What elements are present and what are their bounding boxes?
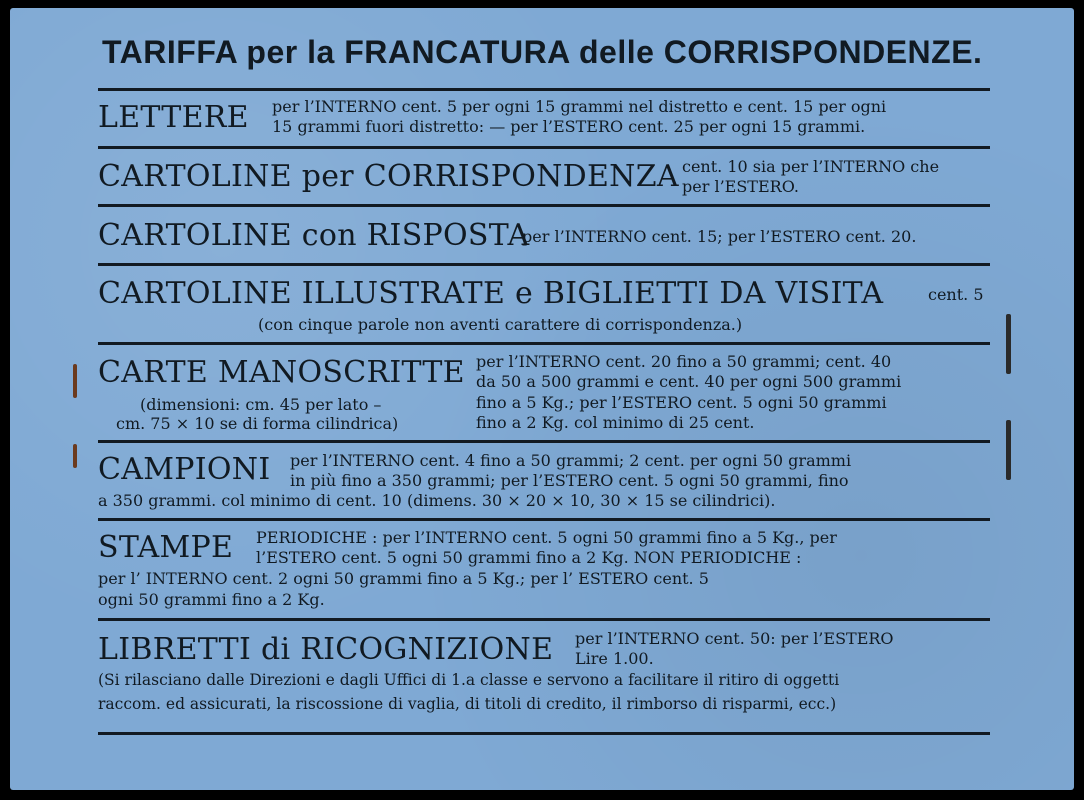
stampe-line-4: ogni 50 grammi fino a 2 Kg. — [98, 590, 325, 609]
carte-man-line-1: per l’INTERNO cent. 20 fino a 50 grammi; cent. 40 — [476, 352, 892, 371]
staple-slot-lower — [1006, 420, 1011, 480]
heading-cartoline-corrispondenza: CARTOLINE per CORRISPONDENZA — [98, 159, 679, 194]
heading-cartoline-risposta: CARTOLINE con RISPOSTA — [98, 218, 530, 253]
libretti-line-2: Lire 1.00. — [575, 649, 654, 668]
page-title: TARIFFA per la FRANCATURA delle CORRISPONDENZE. — [102, 34, 983, 70]
cartoline-ill-note: (con cinque parole non aventi carattere di corrispondenza.) — [258, 315, 743, 334]
heading-cartoline-illustrate: CARTOLINE ILLUSTRATE e BIGLIETTI DA VISITA — [98, 276, 884, 311]
divider-4 — [98, 342, 990, 345]
libretti-note-2: raccom. ed assicurati, la riscossione di vaglia, di titoli di credito, il rimborso di risparmi, ecc.) — [98, 695, 837, 713]
campioni-line-2: in più fino a 350 grammi; per l’ESTERO cent. 5 ogni 50 grammi, fino — [290, 471, 849, 490]
libretti-line-1: per l’INTERNO cent. 50: per l’ESTERO — [575, 629, 894, 648]
libretti-note-1: (Si rilasciano dalle Direzioni e dagli Uffici di 1.a classe e servono a facilitare il ritiro di oggetti — [98, 671, 840, 689]
cartoline-corr-line-1: cent. 10 sia per l’INTERNO che — [682, 157, 940, 176]
heading-libretti: LIBRETTI di RICOGNIZIONE — [98, 632, 554, 667]
cartoline-ill-price: cent. 5 — [928, 285, 984, 304]
staple-rust-mark — [73, 364, 77, 398]
heading-campioni: CAMPIONI — [98, 452, 271, 487]
heading-stampe: STAMPE — [98, 530, 234, 565]
stampe-line-2: l’ESTERO cent. 5 ogni 50 grammi fino a 2 Kg. NON PERIODICHE : — [256, 548, 802, 567]
staple-rust-mark-lower — [73, 444, 77, 468]
campioni-line-3: a 350 grammi. col minimo di cent. 10 (dimens. 30 × 20 × 10, 30 × 15 se cilindrici). — [98, 491, 776, 510]
divider-5 — [98, 440, 990, 443]
lettere-line-1: per l’INTERNO cent. 5 per ogni 15 grammi nel distretto e cent. 15 per ogni — [272, 97, 887, 116]
carte-man-sub-2: cm. 75 × 10 se di forma cilindrica) — [116, 414, 399, 433]
heading-lettere: LETTERE — [98, 100, 249, 135]
divider-1 — [98, 146, 990, 149]
campioni-line-1: per l’INTERNO cent. 4 fino a 50 grammi; 2 cent. per ogni 50 grammi — [290, 451, 852, 470]
divider-7 — [98, 618, 990, 621]
carte-man-line-2: da 50 a 500 grammi e cent. 40 per ogni 500 grammi — [476, 372, 902, 391]
staple-slot-upper — [1006, 314, 1011, 374]
divider-6 — [98, 518, 990, 521]
divider-2 — [98, 204, 990, 207]
divider-bottom — [98, 732, 990, 735]
booklet-cover — [10, 8, 1074, 790]
cartoline-corr-line-2: per l’ESTERO. — [682, 177, 799, 196]
carte-man-line-4: fino a 2 Kg. col minimo di 25 cent. — [476, 413, 755, 432]
carte-man-sub-1: (dimensioni: cm. 45 per lato – — [140, 395, 382, 414]
heading-carte-manoscritte: CARTE MANOSCRITTE — [98, 355, 465, 390]
cartoline-risp-line-1: per l’INTERNO cent. 15; per l’ESTERO cent. 20. — [522, 227, 917, 246]
divider-3 — [98, 263, 990, 266]
carte-man-line-3: fino a 5 Kg.; per l’ESTERO cent. 5 ogni 50 grammi — [476, 393, 887, 412]
stampe-line-1: PERIODICHE : per l’INTERNO cent. 5 ogni 50 grammi fino a 5 Kg., per — [256, 528, 837, 547]
stampe-line-3: per l’ INTERNO cent. 2 ogni 50 grammi fino a 5 Kg.; per l’ ESTERO cent. 5 — [98, 569, 709, 588]
lettere-line-2: 15 grammi fuori distretto: — per l’ESTERO cent. 25 per ogni 15 grammi. — [272, 117, 866, 136]
divider-top — [98, 88, 990, 91]
